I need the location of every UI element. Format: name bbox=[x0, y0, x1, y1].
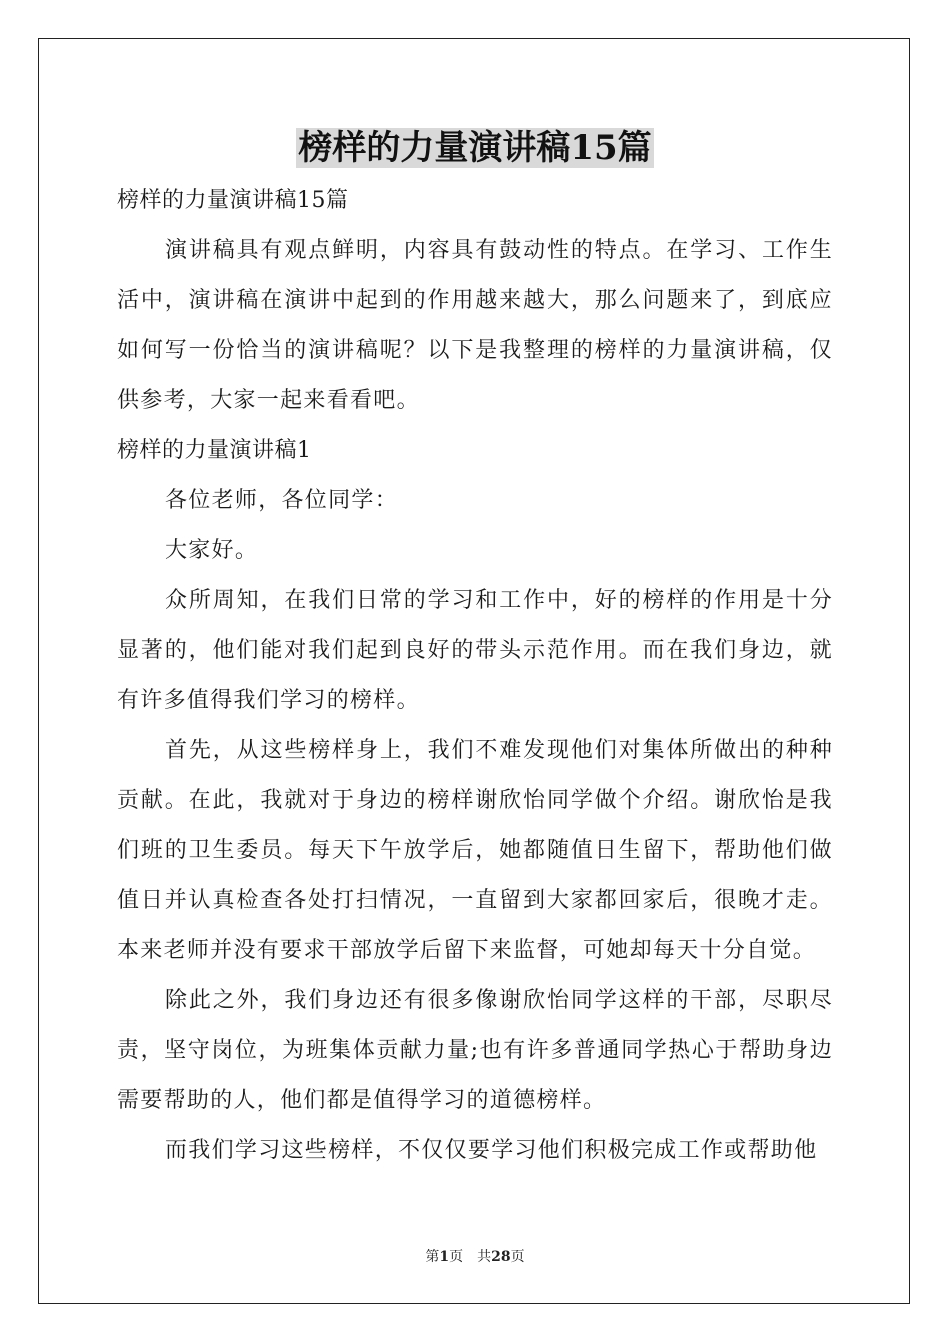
footer-prefix: 第 bbox=[425, 1249, 440, 1265]
document-title bbox=[117, 120, 833, 176]
footer-suffix: 页 bbox=[510, 1249, 525, 1265]
paragraph-body: 首先，从这些榜样身上，我们不难发现他们对集体所做出的种种贡献。在此，我就对于身边的榜样谢欣怡同学做个介绍。谢欣怡是我们班的卫生委员。每天下午放学后，她都随值日生留下，帮助他们做值日并认真检查各处打扫情况，一直留到大家都回家后，很晚才走。本来老师并没有要求干部放学后留下来监督，可她却每天十分自觉。 bbox=[117, 738, 833, 963]
paragraph-greeting: 各位老师，各位同学： bbox=[165, 488, 399, 513]
paragraph-body: 众所周知，在我们日常的学习和工作中，好的榜样的作用是十分显著的，他们能对我们起到良好的带头示范作用。而在我们身边，就有许多值得我们学习的榜样。 bbox=[117, 588, 833, 713]
paragraph-hello: 大家好。 bbox=[165, 538, 259, 563]
section-heading: 榜样的力量演讲稿1 bbox=[117, 438, 312, 463]
document-body bbox=[117, 120, 833, 1176]
intro-paragraph: 演讲稿具有观点鲜明，内容具有鼓动性的特点。在学习、工作生活中，演讲稿在演讲中起到的作用越来越大，那么问题来了，到底应如何写一份恰当的演讲稿呢？以下是我整理的榜样的力量演讲稿，仅供参考，大家一起来看看吧。 bbox=[117, 238, 833, 413]
current-page-number: 1 bbox=[439, 1249, 450, 1265]
title-highlight: 榜样的力量演讲稿15篇 bbox=[298, 128, 652, 168]
paragraph-body: 而我们学习这些榜样，不仅仅要学习他们积极完成工作或帮助他 bbox=[165, 1138, 818, 1163]
footer-mid: 页 共 bbox=[449, 1249, 492, 1265]
total-page-number: 28 bbox=[491, 1249, 511, 1265]
page-footer bbox=[0, 1246, 950, 1266]
document-subtitle: 榜样的力量演讲稿15篇 bbox=[117, 188, 349, 213]
paragraph-body: 除此之外，我们身边还有很多像谢欣怡同学这样的干部，尽职尽责，坚守岗位，为班集体贡献力量;也有许多普通同学热心于帮助身边需要帮助的人，他们都是值得学习的道德榜样。 bbox=[117, 988, 833, 1113]
